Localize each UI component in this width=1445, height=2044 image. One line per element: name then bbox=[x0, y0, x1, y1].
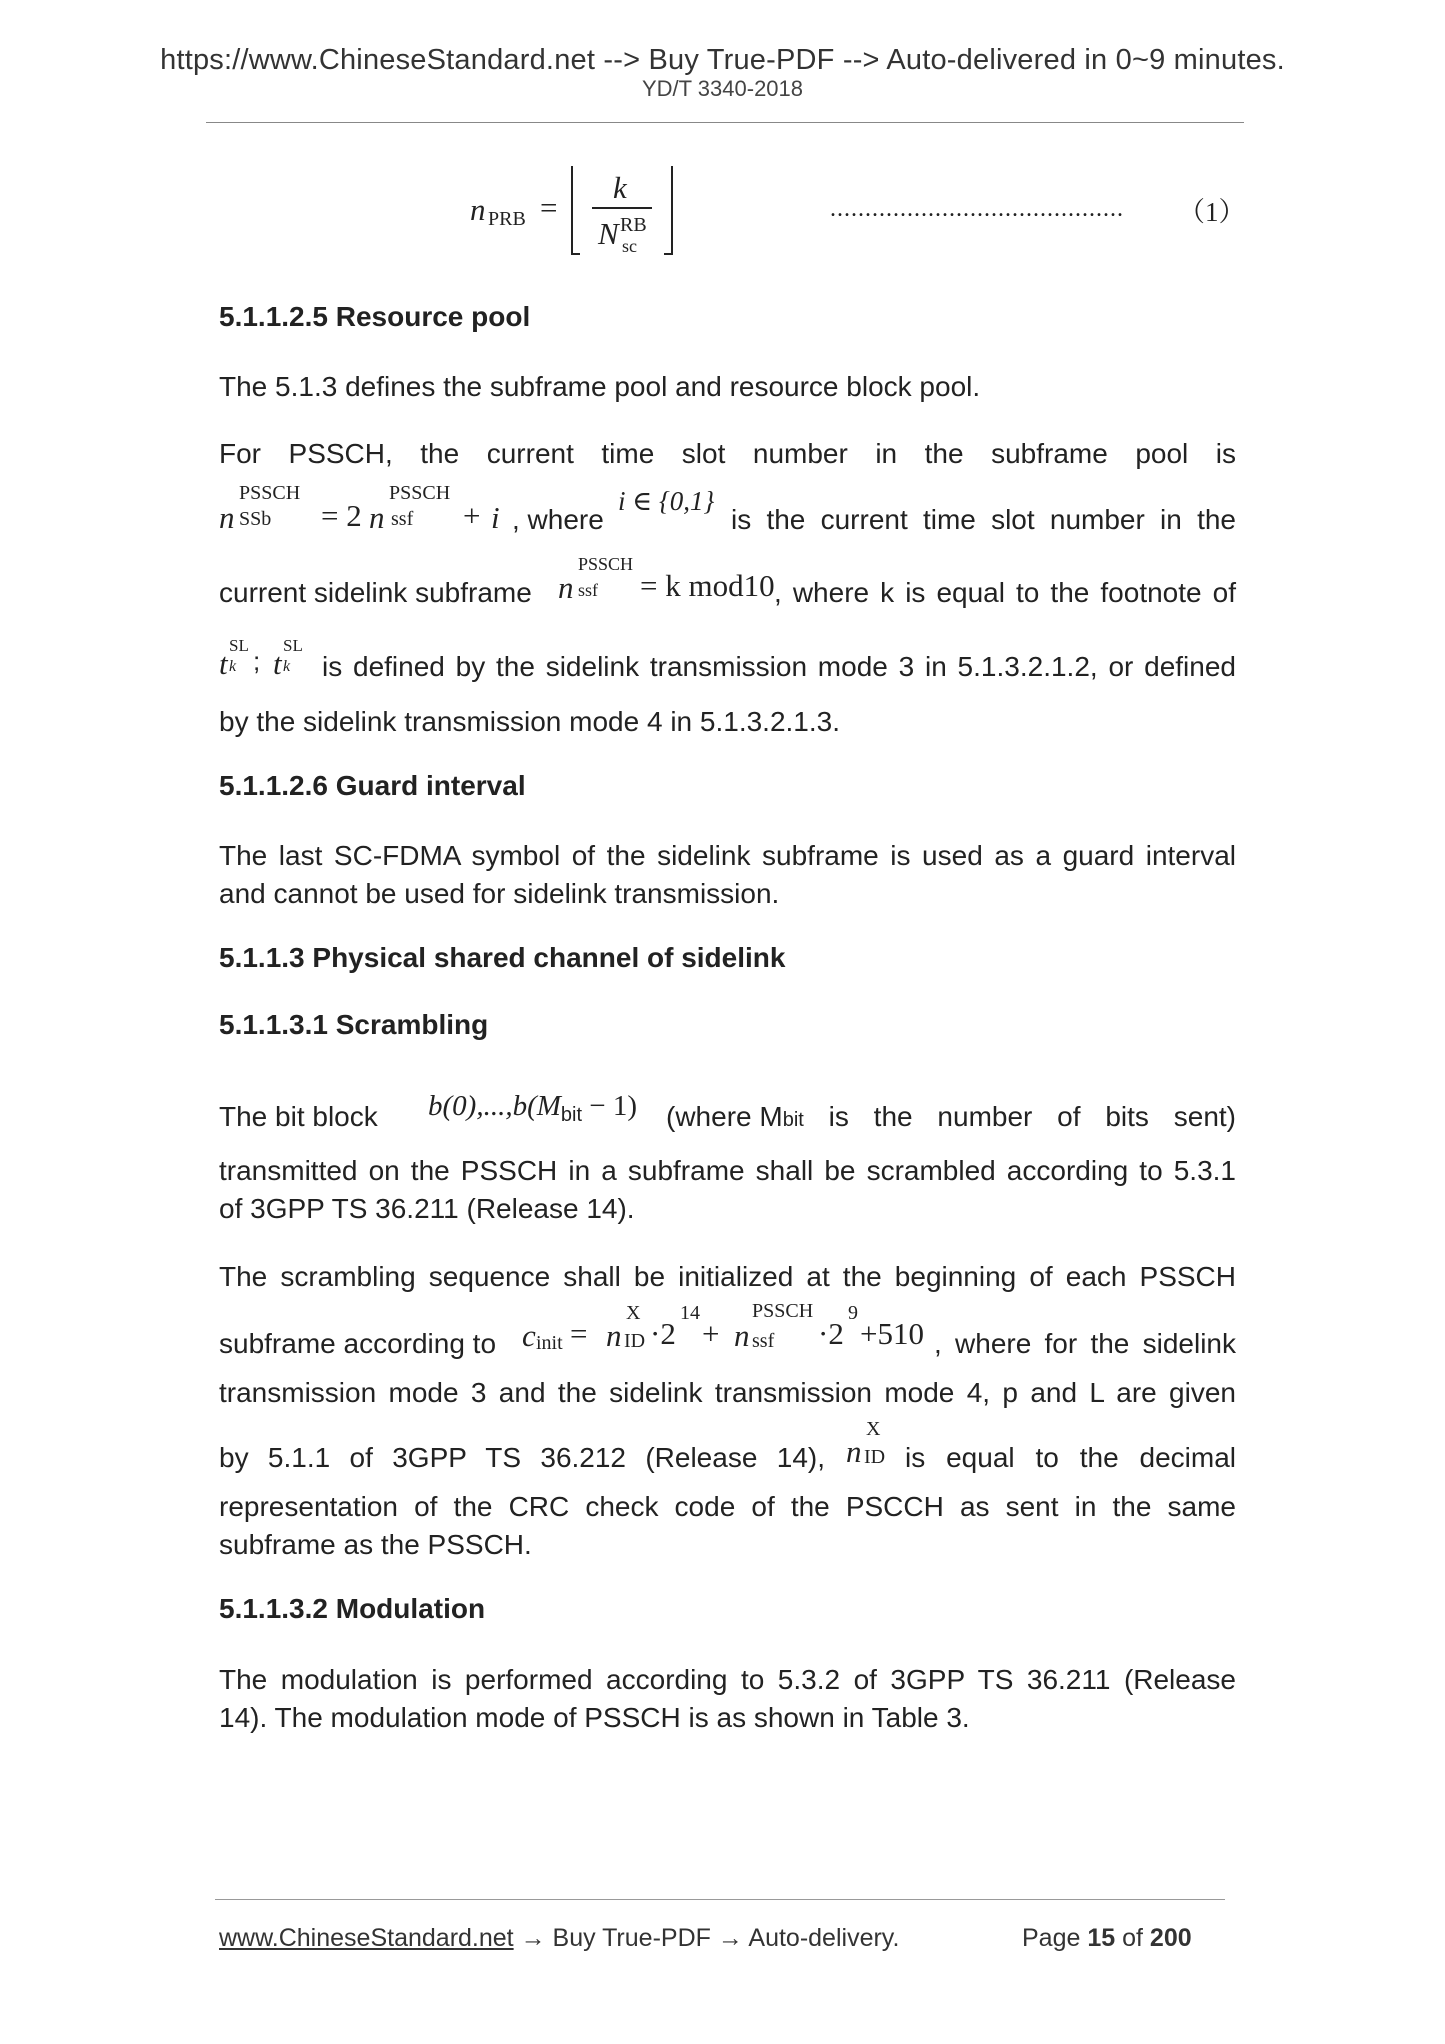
paragraph: The last SC-FDMA symbol of the sidelink subframe is used as a guard interval bbox=[219, 840, 1236, 871]
paragraph-fragment: , where bbox=[512, 504, 604, 535]
header-standard-number: YD/T 3340-2018 bbox=[641, 76, 804, 101]
header-divider bbox=[206, 122, 1244, 123]
paragraph: and cannot be used for sidelink transmission. bbox=[219, 878, 780, 909]
formula-i-set: i ∈ {0,1} bbox=[618, 486, 715, 516]
paragraph-fragment: current sidelink subframe bbox=[219, 577, 532, 608]
paragraph: of 3GPP TS 36.211 (Release 14). bbox=[219, 1193, 635, 1224]
footer-divider bbox=[215, 1899, 1225, 1900]
paragraph: The 5.1.3 defines the subframe pool and resource block pool. bbox=[219, 371, 981, 402]
paragraph: The scrambling sequence shall be initialized at the beginning of each PSSCH bbox=[219, 1261, 1236, 1292]
paragraph-fragment: is equal to the decimal bbox=[905, 1442, 1236, 1473]
formula-n-ssb: n PSSCH SSb = 2 n PSSCH ssf + i bbox=[219, 482, 500, 535]
paragraph: subframe as the PSSCH. bbox=[219, 1529, 532, 1560]
paragraph-fragment: (where Mbit is the number of bits sent) bbox=[666, 1101, 1236, 1132]
footer-promo bbox=[219, 1924, 899, 1953]
formula-c-init: c init = n X ID ·2 14 + n PSSCH ssf ·2 9 +510 bbox=[522, 1300, 924, 1354]
footer-page-number: Page 15 of 200 bbox=[1022, 1924, 1192, 1952]
paragraph: For PSSCH, the current time slot number in the subframe pool is bbox=[219, 438, 1236, 469]
paragraph: transmitted on the PSSCH in a subframe shall be scrambled according to 5.3.1 bbox=[219, 1155, 1236, 1186]
paragraph-fragment: , where for the sidelink bbox=[934, 1328, 1236, 1359]
heading-modulation: 5.1.1.3.2 Modulation bbox=[219, 1593, 486, 1624]
paragraph: transmission mode 3 and the sidelink transmission mode 4, p and L are given bbox=[219, 1377, 1236, 1408]
header-url-line: https://www.ChineseStandard.net --> Buy True-PDF --> Auto-delivered in 0~9 minutes. bbox=[160, 44, 1285, 76]
paragraph-fragment: , where k is equal to the footnote of bbox=[774, 577, 1236, 608]
paragraph: 14). The modulation mode of PSSCH is as shown in Table 3. bbox=[219, 1702, 970, 1733]
paragraph-fragment: subframe according to bbox=[219, 1328, 497, 1359]
paragraph-fragment: by 5.1.1 of 3GPP TS 36.212 (Release 14), bbox=[219, 1442, 825, 1473]
paragraph-fragment: by the sidelink transmission mode 4 in 5.1.3.2.1.3. bbox=[219, 706, 841, 737]
heading-guard-interval: 5.1.1.2.6 Guard interval bbox=[219, 770, 526, 801]
heading-resource-pool: 5.1.1.2.5 Resource pool bbox=[219, 301, 531, 332]
equation-1: n PRB = k N RB sc bbox=[470, 160, 680, 260]
footer-site-link[interactable]: www.ChineseStandard.net bbox=[219, 1924, 514, 1952]
formula-bit-block: $b(0),...,b(M_{bit} - 1)$ bbox=[428, 1090, 638, 1126]
paragraph: representation of the CRC check code of the PSCCH as sent in the same bbox=[219, 1491, 1236, 1522]
heading-physical-shared-channel: 5.1.1.3 Physical shared channel of sidelink bbox=[219, 942, 786, 973]
equation-1-leader: .......................................... bbox=[830, 196, 1124, 222]
footer-promo-text: → Buy True-PDF → Auto-delivery. bbox=[513, 1924, 900, 1952]
formula-t-k: t SL k ; t SL k bbox=[219, 636, 303, 681]
paragraph-fragment: is defined by the sidelink transmission mode 3 in 5.1.3.2.1.2, or defined bbox=[322, 651, 1236, 682]
paragraph: The modulation is performed according to 5.3.2 of 3GPP TS 36.211 (Release bbox=[219, 1664, 1236, 1695]
heading-scrambling: 5.1.1.3.1 Scrambling bbox=[219, 1009, 489, 1040]
paragraph-fragment: is the current time slot number in the bbox=[731, 504, 1236, 535]
equation-1-number: （1） bbox=[1178, 197, 1246, 227]
paragraph-fragment: The bit block bbox=[219, 1101, 378, 1132]
formula-n-ssf: n PSSCH ssf = k mod10 bbox=[558, 554, 775, 605]
formula-n-id-x: n X ID bbox=[846, 1418, 886, 1469]
